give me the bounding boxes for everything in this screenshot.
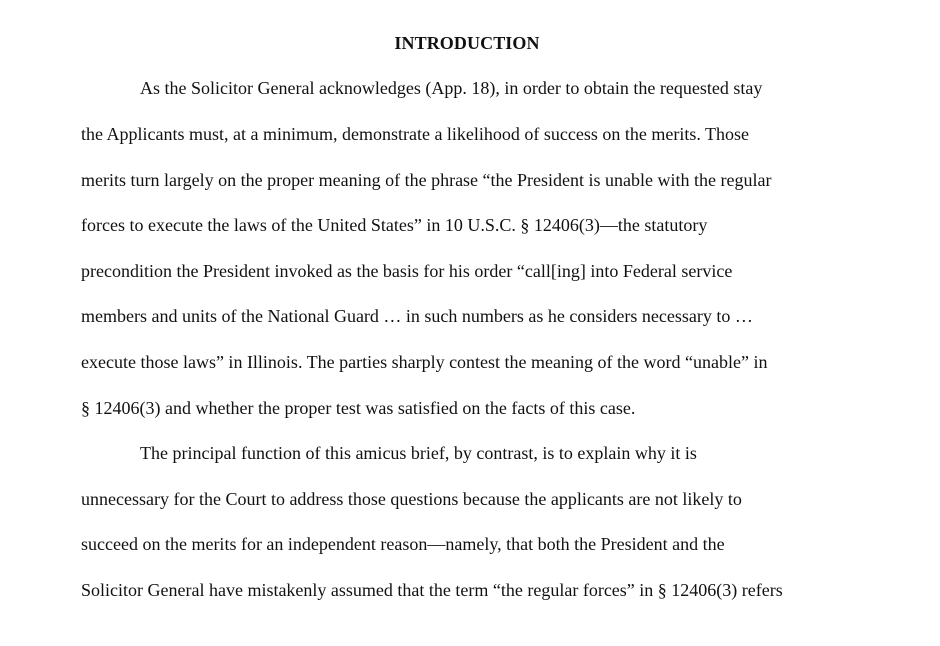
text-line: § 12406(3) and whether the proper test was satisfied on the facts of this case. <box>81 398 636 418</box>
section-heading: INTRODUCTION <box>394 33 540 53</box>
text-line: the Applicants must, at a minimum, demonstrate a likelihood of success on the merits. Those <box>81 124 750 144</box>
text-line: merits turn largely on the proper meaning of the phrase “the President is unable with the regular <box>81 170 772 190</box>
text-line: execute those laws” in Illinois. The parties sharply contest the meaning of the word “unable” in <box>81 352 768 372</box>
text-line: Solicitor General have mistakenly assumed that the term “the regular forces” in § 12406(3) refers <box>81 580 783 600</box>
text-line: The principal function of this amicus brief, by contrast, is to explain why it is <box>140 443 697 463</box>
text-line: forces to execute the laws of the United States” in 10 U.S.C. § 12406(3)—the statutory <box>81 215 708 235</box>
text-line: As the Solicitor General acknowledges (App. 18), in order to obtain the requested stay <box>140 78 763 98</box>
text-line: precondition the President invoked as the basis for his order “call[ing] into Federal service <box>81 261 733 281</box>
text-line: unnecessary for the Court to address those questions because the applicants are not likely to <box>81 489 742 509</box>
text-line: members and units of the National Guard … in such numbers as he considers necessary to … <box>81 306 753 326</box>
text-line: succeed on the merits for an independent reason—namely, that both the President and the <box>81 534 725 554</box>
